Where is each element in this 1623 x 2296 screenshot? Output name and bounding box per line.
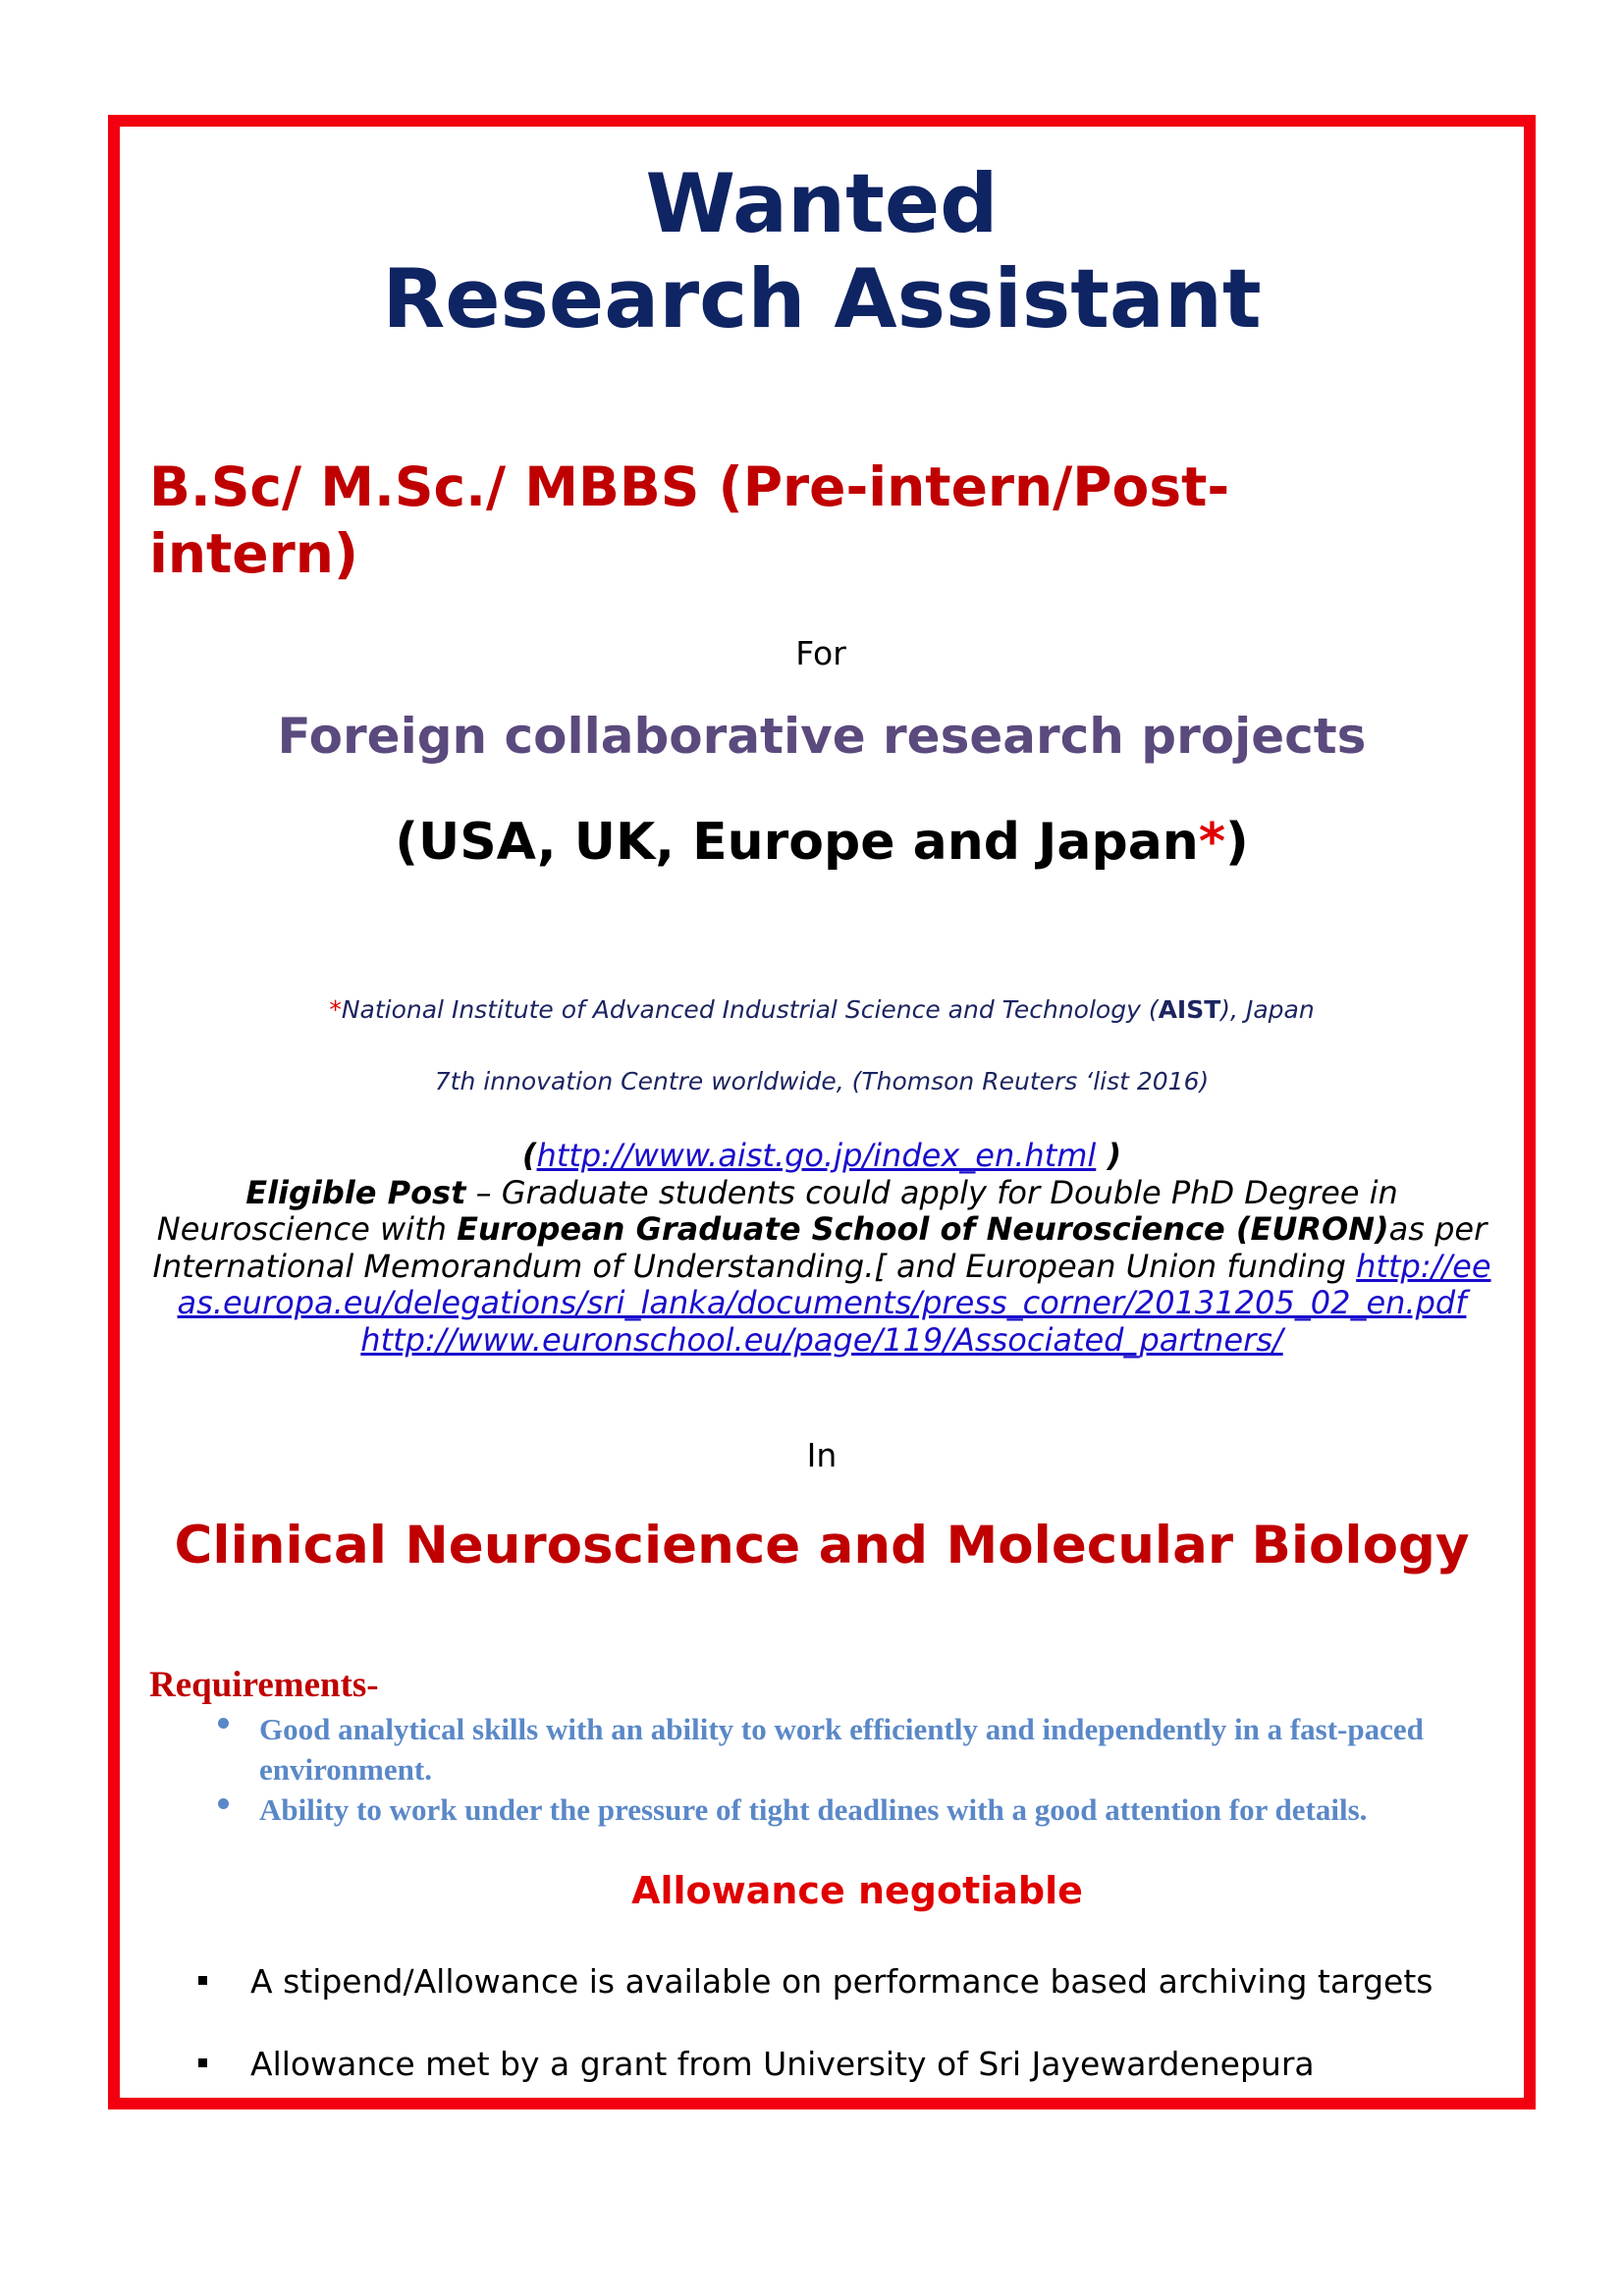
mou-text: as per International Memorandum of Understanding.[ and European Union funding <box>152 1210 1488 1285</box>
footnote-asterisk: * <box>329 995 342 1024</box>
footnote-text-after: ), Japan <box>1220 995 1315 1024</box>
list-item <box>198 1962 1475 2002</box>
asterisk-mark: * <box>1198 813 1226 872</box>
allowance-text: Allowance met by a grant from University of Sri Jayewardenepura <box>250 2045 1315 2083</box>
requirements-heading: Requirements- <box>149 1665 379 1705</box>
aist-link-line <box>149 1138 1494 1175</box>
list-item <box>218 1789 1485 1830</box>
bullet-icon <box>218 1798 229 1809</box>
square-bullet-icon <box>198 1976 207 1985</box>
euron-name: European Graduate School of Neuroscience (EURON) <box>457 1210 1389 1248</box>
square-bullet-icon <box>198 2058 207 2067</box>
eeas-link[interactable]: http://eeas.europa.eu/delegations/sri_lanka/documents/press_corner/20131205_02_en.pdf <box>177 1247 1491 1321</box>
euron-link[interactable]: http://www.euronschool.eu/page/119/Associated_partners/ <box>360 1320 1283 1359</box>
aist-open-paren: ( <box>521 1137 537 1174</box>
innovation-note: 7th innovation Centre worldwide, (Thomson Reuters ‘list 2016) <box>434 1067 1210 1095</box>
eligible-post-label: Eligible Post <box>245 1173 466 1211</box>
countries-close: ) <box>1225 813 1249 872</box>
foreign-projects-heading: Foreign collaborative research projects <box>277 708 1367 765</box>
aist-link[interactable]: http://www.aist.go.jp/index_en.html <box>536 1137 1097 1174</box>
list-item <box>218 1709 1485 1789</box>
poster-border <box>108 115 1536 2109</box>
in-label: In <box>806 1436 838 1474</box>
list-item <box>198 2045 1475 2084</box>
eligible-post-text <box>149 1175 1494 1322</box>
footnote-text-before: National Institute of Advanced Industrial Science and Technology ( <box>341 995 1159 1024</box>
requirement-text: Good analytical skills with an ability to work efficiently and independently in a fast-paced environment. <box>259 1712 1424 1787</box>
for-label: For <box>795 634 846 672</box>
aist-close-paren: ) <box>1096 1137 1122 1174</box>
requirement-text: Ability to work under the pressure of tight deadlines with a good attention for details. <box>259 1792 1368 1827</box>
poster-title <box>120 156 1524 347</box>
eligible-post-description: – Graduate students could apply for Double PhD Degree in Neuroscience with <box>156 1173 1398 1248</box>
title-line-research-assistant: Research Assistant <box>382 251 1262 347</box>
allowance-heading: Allowance negotiable <box>631 1869 1083 1912</box>
euron-link-line <box>149 1322 1494 1360</box>
footnote-aist: AIST <box>1158 995 1221 1024</box>
bullet-icon <box>218 1718 229 1729</box>
allowance-text: A stipend/Allowance is available on performance based archiving targets <box>250 1962 1434 2001</box>
title-line-wanted: Wanted <box>645 156 999 251</box>
countries-line <box>120 813 1524 872</box>
requirements-list <box>218 1709 1485 1830</box>
aist-footnote <box>120 995 1524 1024</box>
clinical-field-heading: Clinical Neuroscience and Molecular Biology <box>174 1516 1470 1575</box>
countries-text: (USA, UK, Europe and Japan <box>395 813 1199 872</box>
eligible-post-block <box>149 1138 1494 1359</box>
degree-requirement: B.Sc/ M.Sc./ MBBS (Pre-intern/Post-intern) <box>149 455 1230 585</box>
